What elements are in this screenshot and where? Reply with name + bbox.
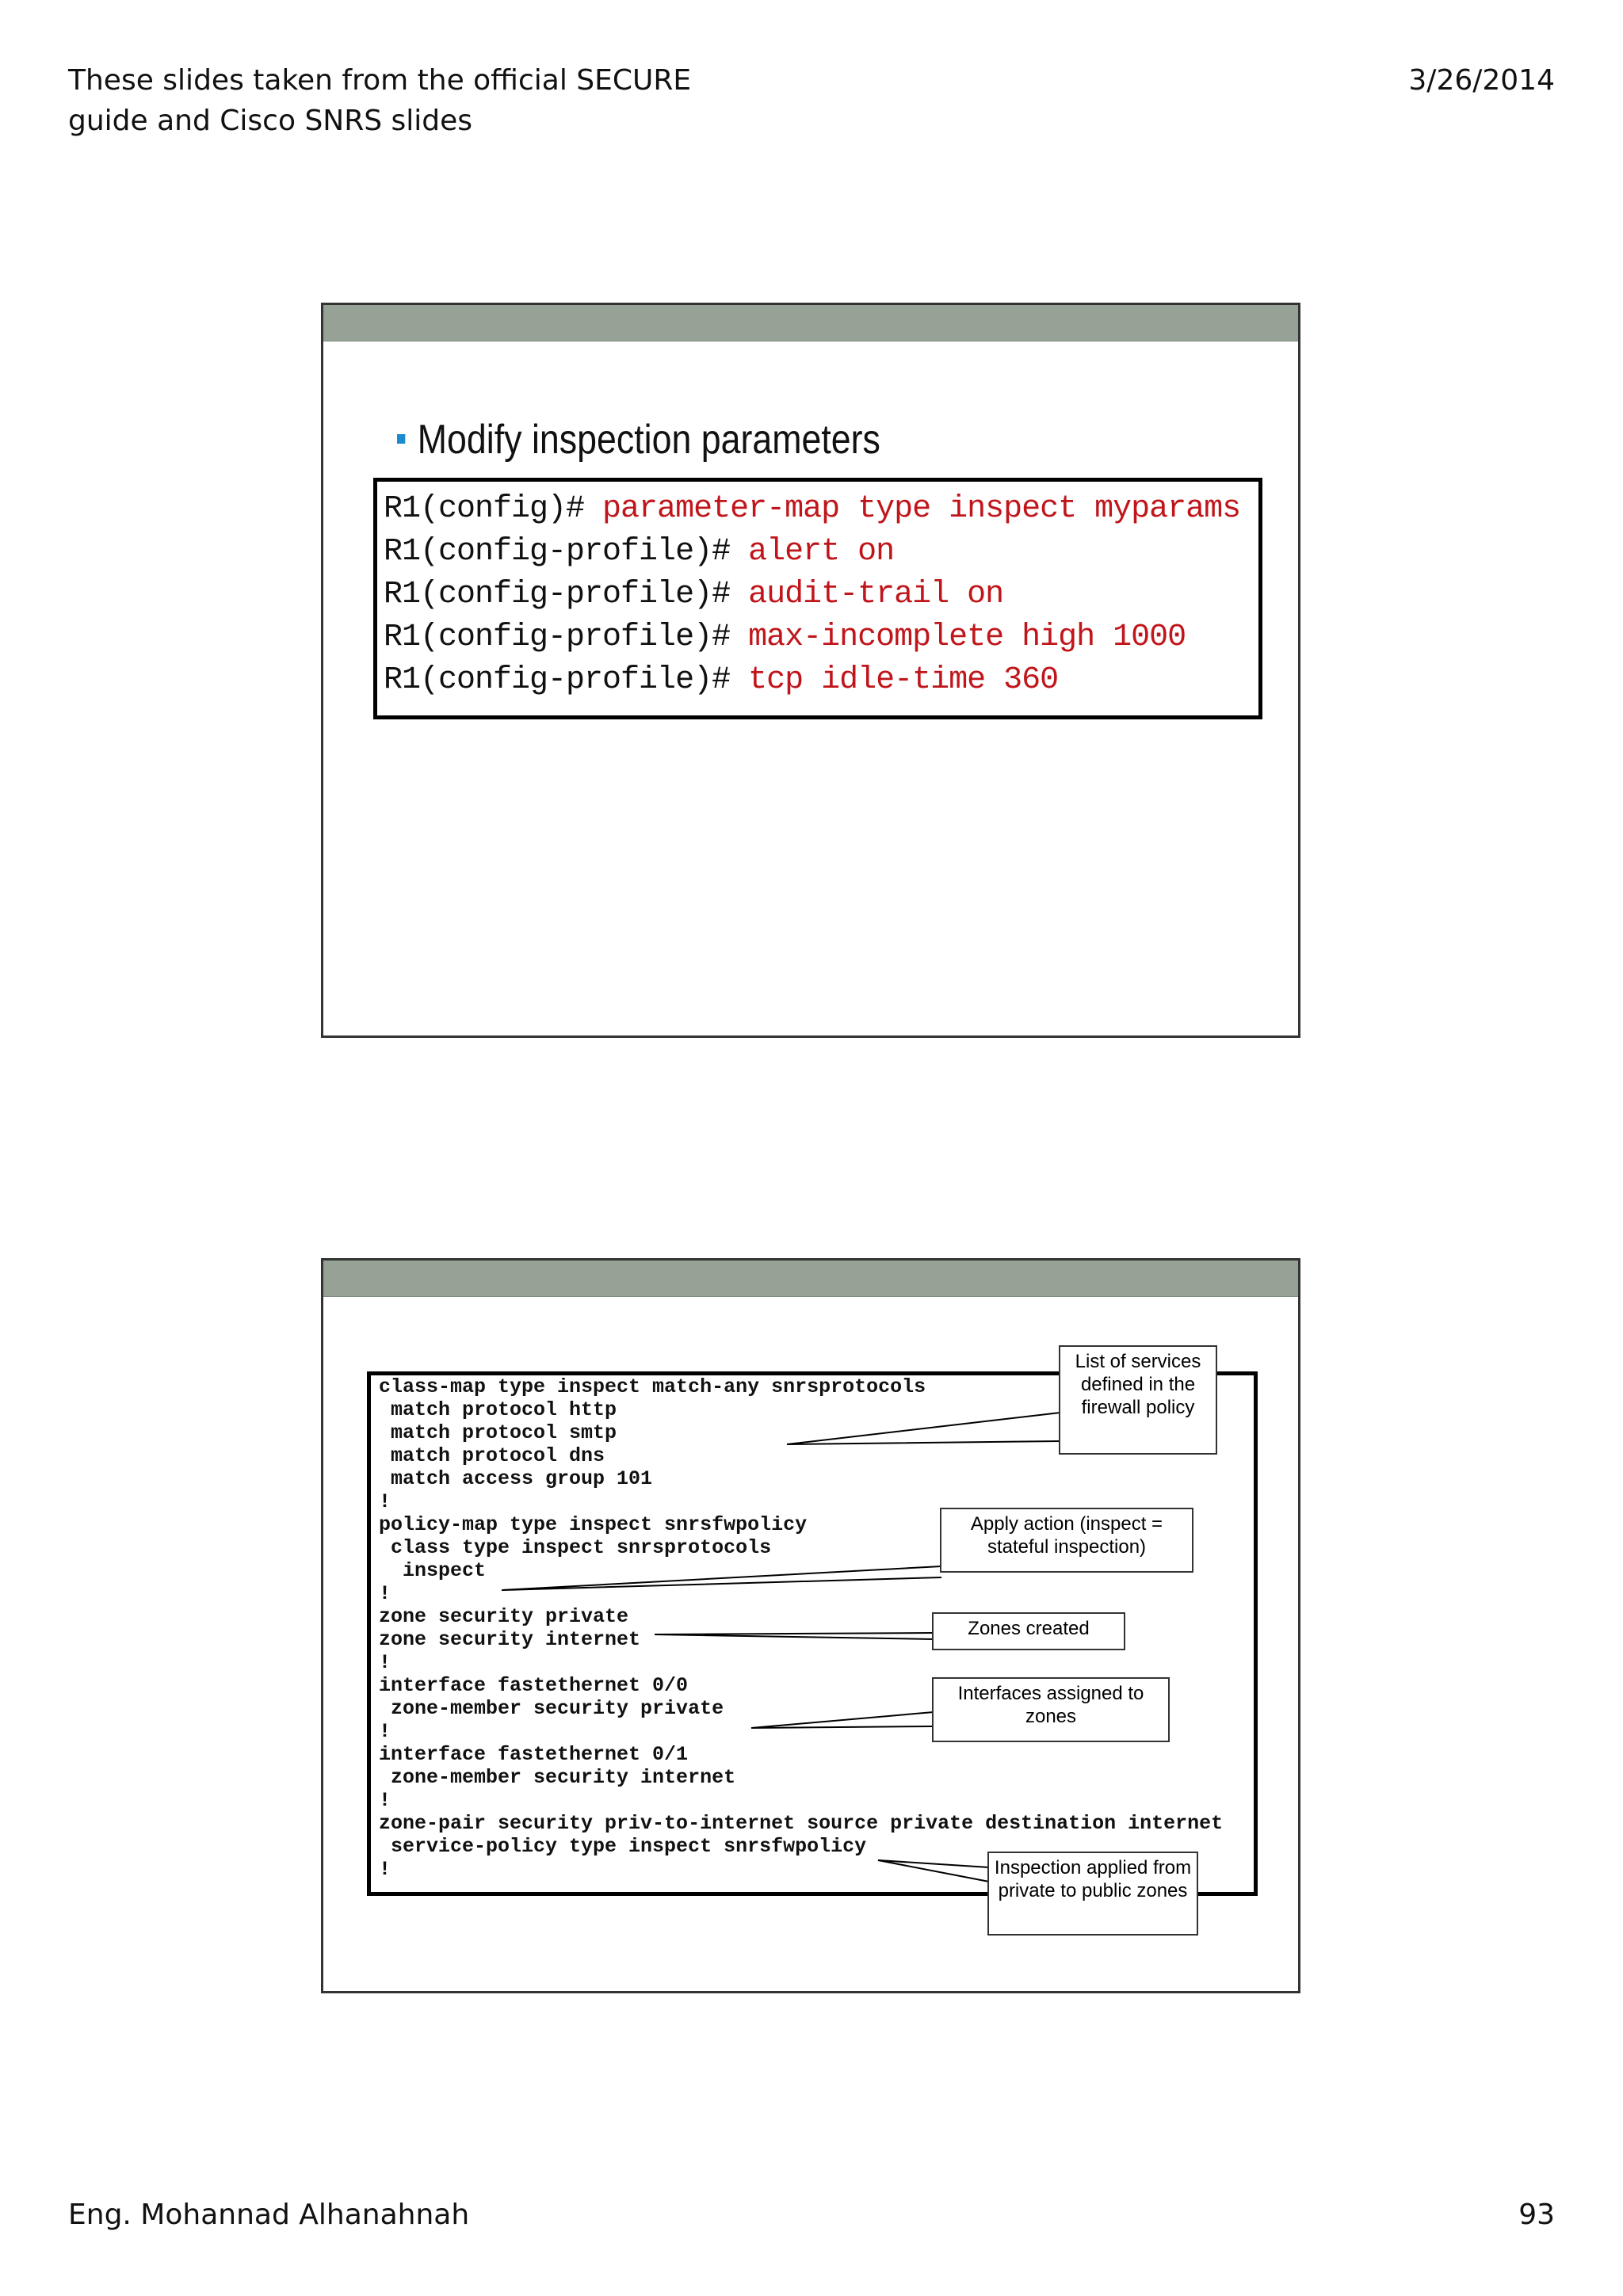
command-line [384,659,1258,702]
config-line: match protocol dns [379,1444,605,1467]
cli-command: audit-trail on [748,577,1004,612]
bullet-icon [397,434,405,444]
config-line: zone security private [379,1605,629,1628]
callout-interfaces: Interfaces assigned to zones [932,1677,1170,1742]
command-box [373,478,1262,719]
slide-title-bar [323,1261,1298,1297]
config-line: zone security internet [379,1628,641,1651]
cli-command: alert on [748,534,895,570]
cli-prompt: R1(config-profile)# [384,577,749,612]
config-line: ! [379,1490,391,1513]
cli-command: tcp idle-time 360 [748,662,1059,698]
header-line-2: guide and Cisco SNRS slides [68,105,473,137]
config-line: ! [379,1582,391,1605]
config-line: match protocol http [379,1398,617,1421]
config-line: inspect [379,1559,487,1582]
slide-2 [321,1258,1300,1993]
command-line [384,574,1258,616]
callout-apply-action: Apply action (inspect = stateful inspection) [940,1508,1193,1573]
cli-command: max-incomplete high 1000 [748,620,1186,655]
config-line: service-policy type inspect snrsfwpolicy [379,1835,867,1858]
callout-inspection: Inspection applied from private to public zones [987,1852,1198,1936]
config-line: match protocol smtp [379,1421,617,1444]
cli-prompt: R1(config-profile)# [384,620,749,655]
command-line [384,531,1258,574]
slide-1 [321,303,1300,1038]
command-line [384,616,1258,659]
config-line: class-map type inspect match-any snrsprotocols [379,1375,926,1398]
config-line: match access group 101 [379,1467,653,1490]
config-line: ! [379,1858,391,1881]
header-date: 3/26/2014 [1408,64,1555,97]
footer-page-number: 93 [1518,2199,1555,2231]
config-line: ! [379,1789,391,1812]
config-line: zone-member security internet [379,1766,736,1789]
callout-services: List of services defined in the firewall policy [1059,1345,1217,1455]
config-line: ! [379,1651,391,1674]
header-line-1: These slides taken from the official SECURE [68,64,692,97]
config-line: zone-pair security priv-to-internet source private destination internet [379,1812,1224,1835]
slide-1-title [397,416,880,463]
config-line: class type inspect snrsprotocols [379,1536,772,1559]
config-line: ! [379,1720,391,1743]
slide-title-bar [323,305,1298,341]
footer-author: Eng. Mohannad Alhanahnah [68,2199,470,2231]
config-line: interface fastethernet 0/1 [379,1743,689,1766]
cli-prompt: R1(config-profile)# [384,662,749,698]
callout-zones: Zones created [932,1612,1125,1650]
config-line: policy-map type inspect snrsfwpolicy [379,1513,808,1536]
header-source-note [68,60,702,141]
config-line: interface fastethernet 0/0 [379,1674,689,1697]
cli-prompt: R1(config)# [384,491,603,527]
cli-prompt: R1(config-profile)# [384,534,749,570]
command-line [384,488,1258,531]
cli-command: parameter-map type inspect myparams [602,491,1241,527]
slide-1-title-text: Modify inspection parameters [417,417,880,463]
config-line: zone-member security private [379,1697,724,1720]
